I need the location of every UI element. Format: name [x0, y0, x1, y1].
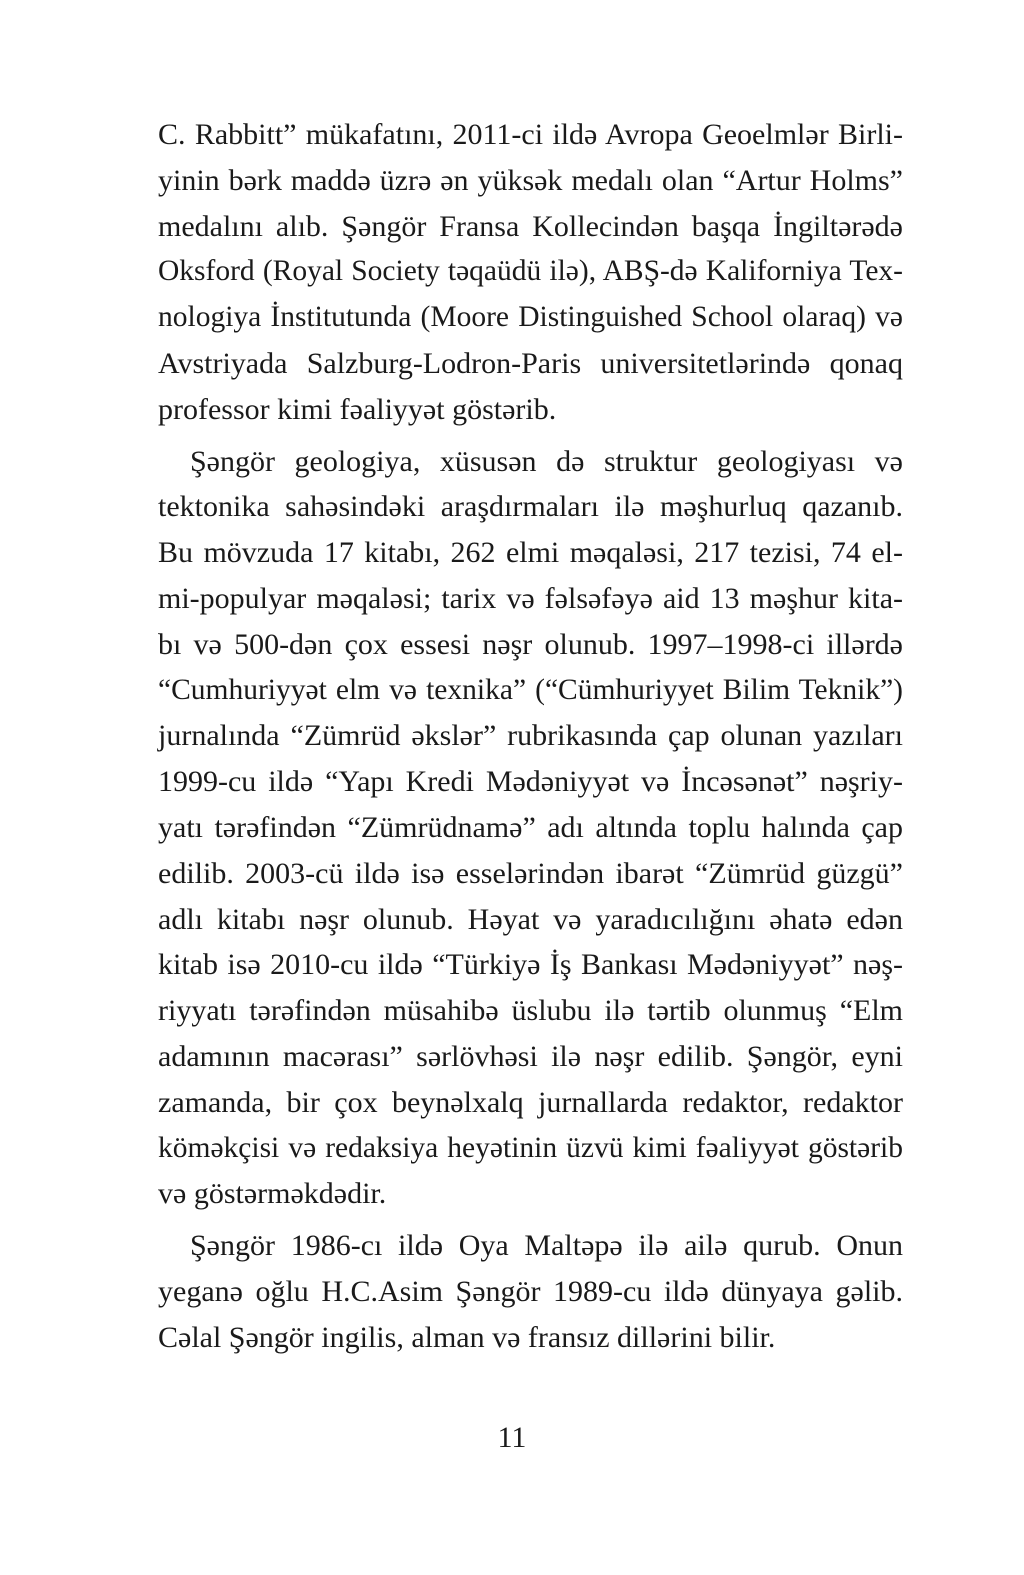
text-line: professor kimi fəaliyyət göstərib.	[158, 392, 557, 426]
text-line: adamının macərası” sərlövhəsi ilə nəşr edilib. Şəngör, eyni	[158, 1039, 903, 1073]
text-line: medalını alıb. Şəngör Fransa Kollecindən başqa İngiltərədə	[158, 209, 903, 243]
text-line: kitab isə 2010-cu ildə “Türkiyə İş Bankası Mədəniyyət” nəş-	[158, 948, 903, 982]
paragraph	[158, 1223, 903, 1360]
text-line: Cəlal Şəngör ingilis, alman və fransız dillərini bilir.	[158, 1320, 776, 1354]
text-line: tektonika sahəsindəki araşdırmaları ilə məşhurluq qazanıb.	[158, 490, 903, 524]
text-line: Oksford (Royal Society təqaüdü ilə), ABŞ-də Kaliforniya Tex-	[158, 255, 903, 288]
text-line: və göstərməkdədir.	[158, 1177, 387, 1211]
text-line: Şəngör 1986-cı ildə Oya Maltəpə ilə ailə qurub. Onun	[190, 1229, 903, 1263]
text-line: bı və 500-dən çox essesi nəşr olunub. 1997–1998-ci illərdə	[158, 627, 903, 661]
text-line: yeganə oğlu H.C.Asim Şəngör 1989-cu ildə dünyaya gəlib.	[158, 1274, 903, 1308]
text-line: edilib. 2003-cü ildə isə esselərindən ibarət “Zümrüd güzgü”	[158, 856, 903, 890]
text-line: Bu mövzuda 17 kitabı, 262 elmi məqaləsi, 217 tezisi, 74 el-	[158, 536, 903, 570]
text-line: jurnalında “Zümrüd əkslər” rubrikasında çap olunan yazıları	[158, 719, 903, 753]
text-line: 1999-cu ildə “Yapı Kredi Mədəniyyət və İncəsənət” nəşriy-	[158, 765, 903, 799]
paragraph	[158, 439, 903, 1218]
text-line: “Cumhuriyyət elm və texnika” (“Cümhuriyyet Bilim Teknik”)	[158, 673, 903, 706]
page-number: 11	[497, 1421, 527, 1454]
text-line: mi-populyar məqaləsi; tarix və fəlsəfəyə aid 13 məşhur kita-	[158, 581, 903, 615]
text-line: köməkçisi və redaksiya heyətinin üzvü kimi fəaliyyət göstərib	[158, 1131, 903, 1164]
text-line: riyyatı tərəfindən müsahibə üslubu ilə tərtib olunmuş “Elm	[158, 994, 903, 1028]
text-line: adlı kitabı nəşr olunub. Həyat və yaradıcılığını əhatə edən	[158, 902, 903, 936]
text-line: Şəngör geologiya, xüsusən də struktur geologiyası və	[190, 444, 903, 478]
text-line: nologiya İnstitutunda (Moore Distinguished School olaraq) və	[158, 301, 903, 334]
text-line: zamanda, bir çox beynəlxalq jurnallarda redaktor, redaktor	[158, 1085, 903, 1119]
paragraph	[158, 112, 903, 433]
text-line: C. Rabbitt” mükafatını, 2011-ci ildə Avropa Geoelmlər Birli-	[158, 118, 903, 151]
page-body	[158, 112, 903, 1361]
text-line: yinin bərk maddə üzrə ən yüksək medalı olan “Artur Holms”	[158, 163, 903, 197]
text-line: Avstriyada Salzburg-Lodron-Paris universitetlərində qonaq	[158, 346, 903, 380]
text-line: yatı tərəfindən “Zümrüdnamə” adı altında toplu halında çap	[158, 810, 903, 844]
